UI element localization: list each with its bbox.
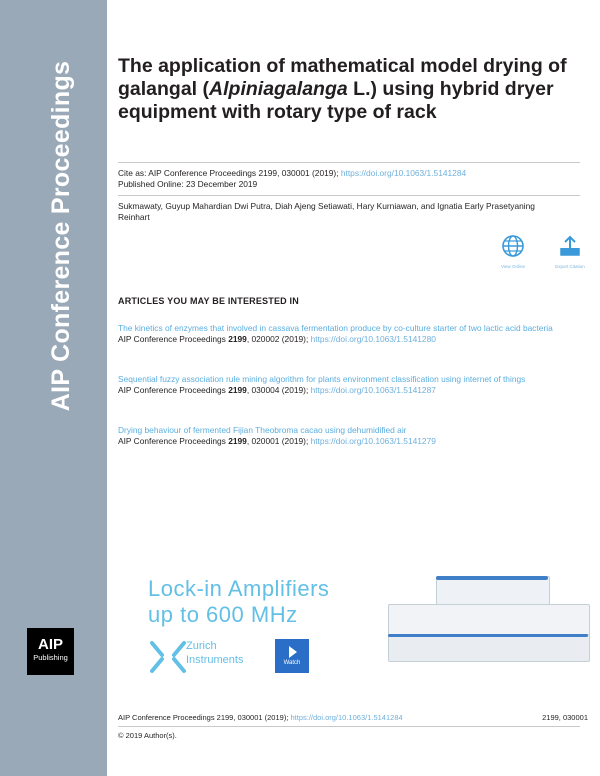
export-icon: [558, 234, 582, 258]
footer-page-ref: 2199, 030001: [542, 713, 588, 722]
cite-doi-link[interactable]: https://doi.org/10.1063/1.5141284: [340, 168, 467, 178]
logo-text-top: AIP: [37, 636, 63, 653]
aip-publishing-logo[interactable]: [27, 628, 74, 675]
paper-title-part1: The application of mathematical model drying of galangal (: [118, 55, 567, 100]
advertisement-banner[interactable]: [148, 570, 598, 680]
related-article-doi-link[interactable]: https://doi.org/10.1063/1.5141279: [310, 436, 436, 446]
citation-suffix: , 020002 (2019);: [246, 334, 311, 344]
related-article: [118, 374, 588, 396]
related-article: [118, 323, 588, 345]
paper-title-italic: Alpiniagalanga: [209, 78, 348, 100]
footer-doi-link[interactable]: https://doi.org/10.1063/1.5141284: [290, 713, 403, 722]
related-article-citation: [118, 334, 588, 345]
device-accent-stripe: [388, 634, 588, 637]
ad-headline-line1: Lock-in Amplifiers: [148, 576, 330, 601]
device-accent-stripe: [436, 576, 548, 580]
related-article-title[interactable]: Drying behaviour of fermented Fijian Theobroma cacao using dehumidified air: [118, 425, 407, 435]
author-list: Sukmawaty, Guyup Mahardian Dwi Putra, Diah Ajeng Setiawati, Hary Kurniawan, and Ignatia Early Prasetyaning Reinhart: [118, 201, 535, 222]
export-citation-button[interactable]: [550, 234, 590, 269]
page-footer: [118, 713, 588, 723]
published-date: Published Online: 23 December 2019: [118, 179, 258, 189]
view-online-button[interactable]: [493, 234, 533, 269]
citation-suffix: , 030004 (2019);: [246, 385, 311, 395]
citation-prefix: AIP Conference Proceedings: [118, 436, 229, 446]
citation-prefix: AIP Conference Proceedings: [118, 385, 229, 395]
logo-text-bottom: Publishing: [33, 653, 68, 662]
ad-headline-line2: up to 600 MHz: [148, 602, 298, 627]
zurich-instruments-logo-icon: [148, 637, 188, 677]
related-article-title[interactable]: Sequential fuzzy association rule mining algorithm for plants environment classification using internet of things: [118, 374, 526, 384]
ad-headline: [148, 576, 329, 628]
watch-button[interactable]: [275, 639, 309, 673]
volume: 2199: [228, 334, 247, 344]
cite-label: Cite as: AIP Conference Proceedings 2199, 030001 (2019);: [118, 168, 341, 178]
globe-icon: [501, 234, 525, 258]
watch-label: Watch: [283, 660, 301, 666]
ad-brand-line2: Instruments: [186, 654, 244, 666]
instrument-device-image: [388, 604, 590, 636]
volume: 2199: [228, 385, 247, 395]
divider: [118, 162, 580, 163]
section-heading: ARTICLES YOU MAY BE INTERESTED IN: [118, 296, 299, 306]
play-icon: [289, 646, 297, 658]
sidebar: [0, 0, 107, 776]
copyright-notice: © 2019 Author(s).: [118, 731, 177, 740]
related-article-doi-link[interactable]: https://doi.org/10.1063/1.5141280: [310, 334, 436, 344]
ad-brand: [186, 639, 243, 667]
instrument-device-image: [388, 634, 590, 662]
related-article: [118, 425, 588, 447]
citation-prefix: AIP Conference Proceedings: [118, 334, 229, 344]
related-article-title[interactable]: The kinetics of enzymes that involved in cassava fermentation produce by co-culture starter of two lactic acid bacteria: [118, 323, 553, 333]
related-article-doi-link[interactable]: https://doi.org/10.1063/1.5141287: [310, 385, 436, 395]
paper-title: [118, 55, 578, 124]
footer-divider: [118, 726, 580, 727]
divider: [118, 195, 580, 196]
export-citation-label: Export Citation: [555, 264, 585, 269]
related-article-citation: [118, 385, 588, 396]
citation-line: [118, 168, 466, 179]
ad-brand-line1: Zurich: [186, 640, 217, 652]
citation-suffix: , 020001 (2019);: [246, 436, 311, 446]
paper-title-part2: L.) using hybrid dryer equipment with rotary type of rack: [118, 78, 554, 123]
related-article-citation: [118, 436, 588, 447]
volume: 2199: [228, 436, 247, 446]
footer-citation: AIP Conference Proceedings 2199, 030001 (2019);: [118, 713, 291, 722]
view-online-label: View Online: [501, 264, 525, 269]
journal-name: AIP Conference Proceedings: [47, 60, 75, 412]
